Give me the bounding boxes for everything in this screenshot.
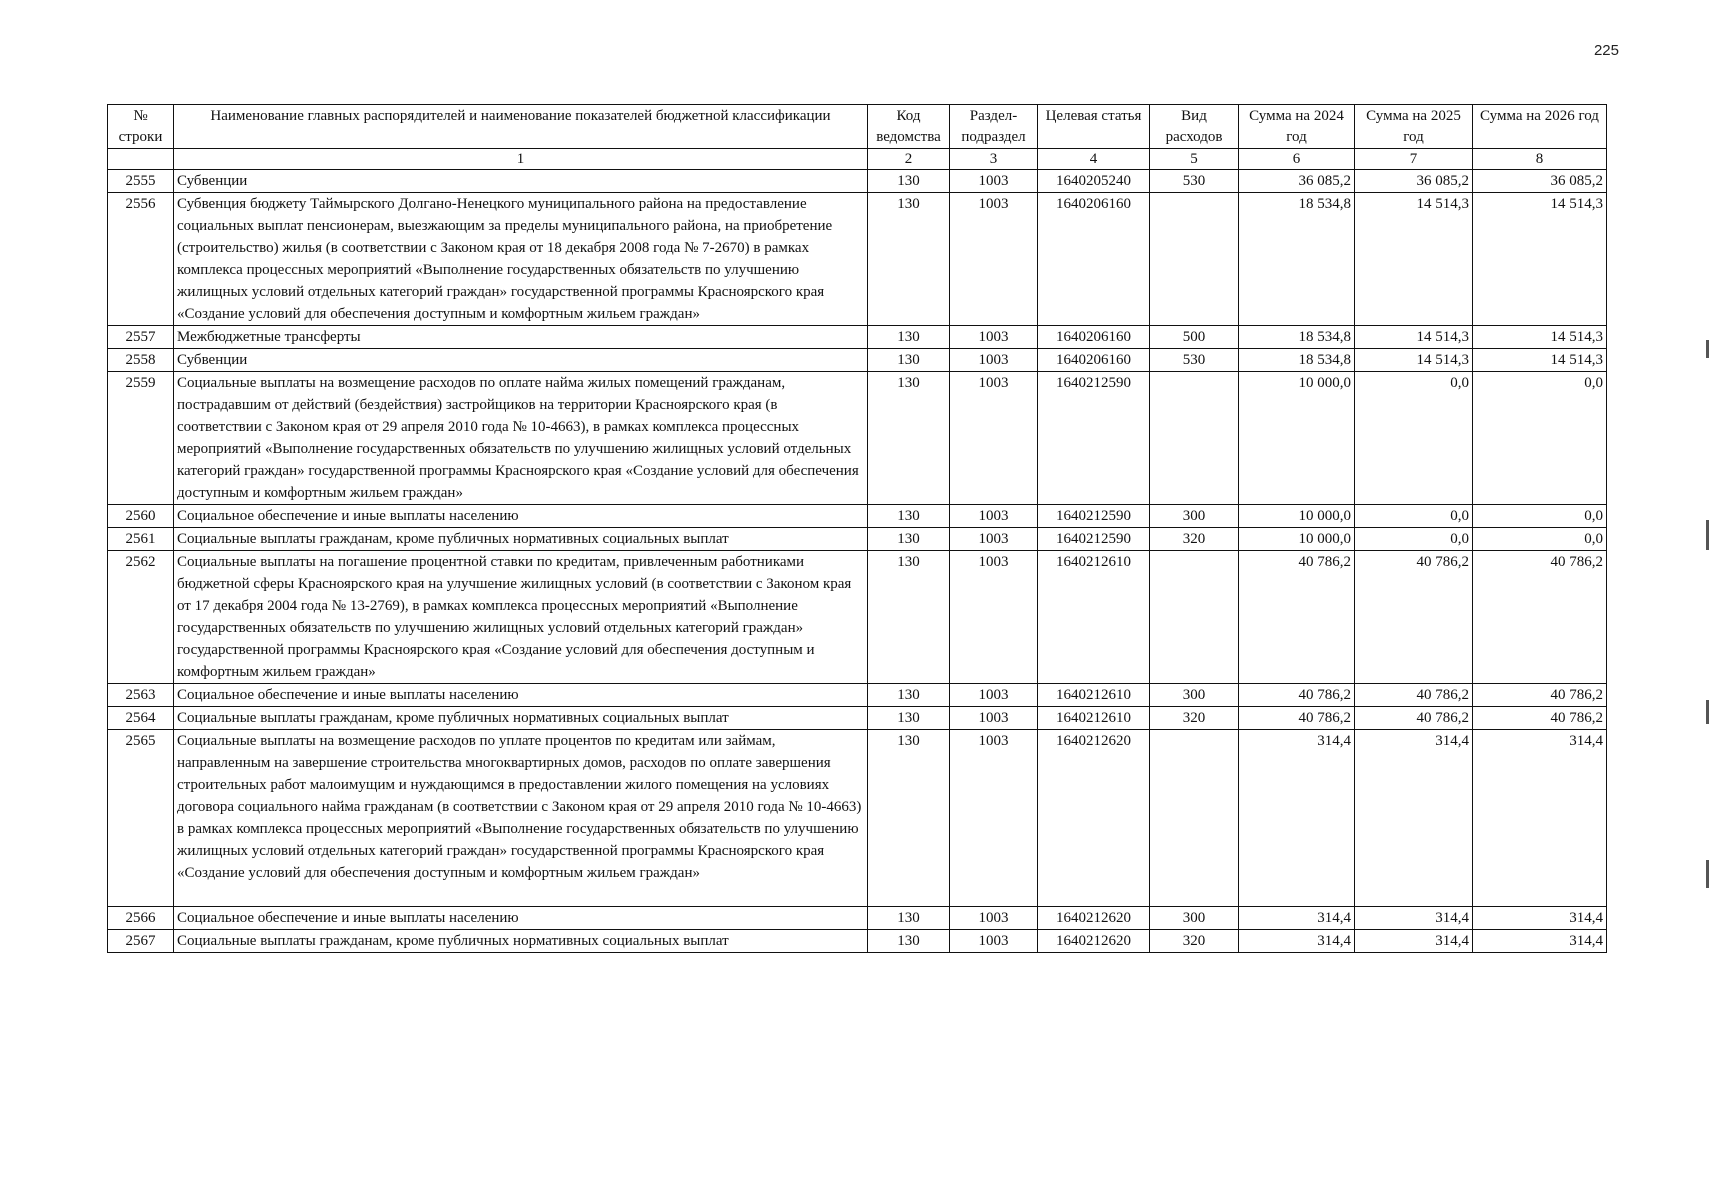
header-section: Раздел-подраздел	[950, 105, 1038, 149]
row-sum-2025: 36 085,2	[1355, 170, 1473, 193]
header-target-article: Целевая статья	[1038, 105, 1150, 149]
table-row	[108, 528, 1607, 551]
row-sum-2025: 40 786,2	[1355, 551, 1473, 684]
row-sum-2024: 36 085,2	[1239, 170, 1355, 193]
column-number: 6	[1239, 149, 1355, 170]
row-expense-type: 300	[1150, 684, 1239, 707]
page-number: 225	[1593, 42, 1619, 59]
row-sum-2024: 18 534,8	[1239, 349, 1355, 372]
row-sum-2025: 14 514,3	[1355, 349, 1473, 372]
row-sum-2024: 18 534,8	[1239, 193, 1355, 326]
table-row	[108, 326, 1607, 349]
row-sum-2026: 40 786,2	[1473, 551, 1607, 684]
column-number: 8	[1473, 149, 1607, 170]
row-section: 1003	[950, 551, 1038, 684]
scan-mark	[1706, 340, 1709, 358]
row-name: Субвенция бюджету Таймырского Долгано-Ненецкого муниципального района на предоставление социальных выплат пенсионерам, выезжающим за пределы муниципального района, на приобретение (строительство) жилья (в соответствии с Законом края от 18 декабря 2008 года № 7-2670) в рамках комплекса процессных мероприятий «Выполнение государственных обязательств по улучшению жилищных условий отдельных категорий граждан» государственной программы Красноярского края «Создание условий для обеспечения доступным и комфортным жильем граждан»	[174, 193, 868, 326]
row-sum-2024: 10 000,0	[1239, 372, 1355, 505]
row-name: Социальные выплаты гражданам, кроме публичных нормативных социальных выплат	[174, 707, 868, 730]
row-number: 2566	[108, 907, 174, 930]
row-number: 2563	[108, 684, 174, 707]
row-department-code: 130	[868, 930, 950, 953]
column-number: 1	[174, 149, 868, 170]
row-sum-2026: 40 786,2	[1473, 707, 1607, 730]
row-name: Субвенции	[174, 170, 868, 193]
column-number: 4	[1038, 149, 1150, 170]
row-sum-2024: 40 786,2	[1239, 684, 1355, 707]
row-section: 1003	[950, 505, 1038, 528]
row-name: Социальные выплаты на возмещение расходов по уплате процентов по кредитам или займам, направленным на завершение строительства многоквартирных домов, расходов по оплате завершения строительных работ малоимущим и нуждающимся в предоставлении жилого помещения на условиях договора социального найма гражданам (в соответствии с Законом края от 29 апреля 2010 года № 10-4663) в рамках комплекса процессных мероприятий «Выполнение государственных обязательств по улучшению жилищных условий отдельных категорий граждан» государственной программы Красноярского края «Создание условий для обеспечения доступным и комфортным жильем граждан»	[174, 730, 868, 907]
row-number: 2561	[108, 528, 174, 551]
row-department-code: 130	[868, 528, 950, 551]
row-expense-type: 530	[1150, 349, 1239, 372]
row-section: 1003	[950, 684, 1038, 707]
row-expense-type: 300	[1150, 907, 1239, 930]
row-sum-2025: 0,0	[1355, 505, 1473, 528]
scan-mark	[1706, 520, 1709, 550]
header-sum-2024: Сумма на 2024 год	[1239, 105, 1355, 149]
row-sum-2024: 40 786,2	[1239, 551, 1355, 684]
row-sum-2026: 314,4	[1473, 930, 1607, 953]
row-name: Социальное обеспечение и иные выплаты населению	[174, 505, 868, 528]
row-department-code: 130	[868, 907, 950, 930]
row-expense-type: 320	[1150, 707, 1239, 730]
row-target-article: 1640205240	[1038, 170, 1150, 193]
row-name: Социальные выплаты гражданам, кроме публичных нормативных социальных выплат	[174, 930, 868, 953]
row-sum-2026: 14 514,3	[1473, 326, 1607, 349]
row-sum-2025: 14 514,3	[1355, 326, 1473, 349]
row-department-code: 130	[868, 193, 950, 326]
row-name: Социальные выплаты гражданам, кроме публичных нормативных социальных выплат	[174, 528, 868, 551]
row-section: 1003	[950, 349, 1038, 372]
row-sum-2025: 40 786,2	[1355, 684, 1473, 707]
row-sum-2025: 40 786,2	[1355, 707, 1473, 730]
row-number: 2567	[108, 930, 174, 953]
row-target-article: 1640212590	[1038, 372, 1150, 505]
row-number: 2558	[108, 349, 174, 372]
row-department-code: 130	[868, 730, 950, 907]
row-name: Социальное обеспечение и иные выплаты населению	[174, 907, 868, 930]
row-target-article: 1640212610	[1038, 551, 1150, 684]
row-number: 2555	[108, 170, 174, 193]
row-name: Социальные выплаты на погашение процентной ставки по кредитам, привлеченным работниками бюджетной сферы Красноярского края на улучшение жилищных условий (в соответствии с Законом края от 17 декабря 2004 года № 13-2769), в рамках комплекса процессных мероприятий «Выполнение государственных обязательств по улучшению жилищных условий отдельных категорий граждан» государственной программы Красноярского края «Создание условий для обеспечения доступным и комфортным жильем граждан»	[174, 551, 868, 684]
row-sum-2026: 0,0	[1473, 372, 1607, 505]
column-number: 3	[950, 149, 1038, 170]
header-row	[108, 105, 1607, 149]
table-row	[108, 907, 1607, 930]
row-sum-2025: 0,0	[1355, 372, 1473, 505]
row-section: 1003	[950, 193, 1038, 326]
row-sum-2024: 10 000,0	[1239, 528, 1355, 551]
row-section: 1003	[950, 907, 1038, 930]
row-sum-2025: 314,4	[1355, 730, 1473, 907]
row-expense-type	[1150, 730, 1239, 907]
row-sum-2024: 314,4	[1239, 930, 1355, 953]
row-expense-type: 320	[1150, 528, 1239, 551]
row-department-code: 130	[868, 505, 950, 528]
table-row	[108, 930, 1607, 953]
row-target-article: 1640212590	[1038, 505, 1150, 528]
row-sum-2024: 314,4	[1239, 730, 1355, 907]
row-expense-type: 530	[1150, 170, 1239, 193]
row-department-code: 130	[868, 326, 950, 349]
column-number-row	[108, 149, 1607, 170]
row-section: 1003	[950, 730, 1038, 907]
column-number: 5	[1150, 149, 1239, 170]
header-row-number: № строки	[108, 105, 174, 149]
row-department-code: 130	[868, 372, 950, 505]
table-row	[108, 730, 1607, 907]
row-expense-type	[1150, 551, 1239, 684]
row-target-article: 1640212620	[1038, 907, 1150, 930]
row-sum-2026: 314,4	[1473, 907, 1607, 930]
row-sum-2026: 40 786,2	[1473, 684, 1607, 707]
row-sum-2024: 314,4	[1239, 907, 1355, 930]
row-expense-type: 300	[1150, 505, 1239, 528]
row-target-article: 1640206160	[1038, 193, 1150, 326]
row-number: 2562	[108, 551, 174, 684]
table-row	[108, 170, 1607, 193]
row-section: 1003	[950, 528, 1038, 551]
row-target-article: 1640212610	[1038, 707, 1150, 730]
row-sum-2026: 36 085,2	[1473, 170, 1607, 193]
row-section: 1003	[950, 930, 1038, 953]
row-department-code: 130	[868, 707, 950, 730]
row-target-article: 1640212590	[1038, 528, 1150, 551]
column-number	[108, 149, 174, 170]
header-name: Наименование главных распорядителей и наименование показателей бюджетной классификации	[174, 105, 868, 149]
row-sum-2026: 314,4	[1473, 730, 1607, 907]
table-header	[108, 105, 1607, 170]
row-sum-2025: 314,4	[1355, 907, 1473, 930]
table-body	[108, 170, 1607, 953]
row-name: Межбюджетные трансферты	[174, 326, 868, 349]
row-department-code: 130	[868, 349, 950, 372]
row-sum-2026: 14 514,3	[1473, 349, 1607, 372]
row-section: 1003	[950, 326, 1038, 349]
row-target-article: 1640206160	[1038, 349, 1150, 372]
row-number: 2565	[108, 730, 174, 907]
row-sum-2025: 0,0	[1355, 528, 1473, 551]
row-expense-type: 500	[1150, 326, 1239, 349]
table-row	[108, 193, 1607, 326]
row-sum-2024: 18 534,8	[1239, 326, 1355, 349]
row-sum-2026: 0,0	[1473, 528, 1607, 551]
row-target-article: 1640206160	[1038, 326, 1150, 349]
row-target-article: 1640212620	[1038, 930, 1150, 953]
header-department-code: Код ведомства	[868, 105, 950, 149]
row-name: Социальное обеспечение и иные выплаты населению	[174, 684, 868, 707]
column-number: 2	[868, 149, 950, 170]
header-expense-type: Вид расходов	[1150, 105, 1239, 149]
row-number: 2560	[108, 505, 174, 528]
row-expense-type	[1150, 193, 1239, 326]
scan-mark	[1706, 860, 1709, 888]
table-row	[108, 707, 1607, 730]
row-number: 2557	[108, 326, 174, 349]
row-section: 1003	[950, 707, 1038, 730]
row-department-code: 130	[868, 684, 950, 707]
scan-mark	[1706, 700, 1709, 724]
row-sum-2024: 10 000,0	[1239, 505, 1355, 528]
row-number: 2556	[108, 193, 174, 326]
table-row	[108, 551, 1607, 684]
row-expense-type: 320	[1150, 930, 1239, 953]
budget-table	[107, 104, 1607, 953]
row-number: 2559	[108, 372, 174, 505]
row-sum-2025: 14 514,3	[1355, 193, 1473, 326]
row-target-article: 1640212610	[1038, 684, 1150, 707]
row-department-code: 130	[868, 551, 950, 684]
row-name: Социальные выплаты на возмещение расходов по оплате найма жилых помещений гражданам, пострадавшим от действий (бездействия) застройщиков на территории Красноярского края (в соответствии с Законом края от 29 апреля 2010 года № 10-4663), в рамках комплекса процессных мероприятий «Выполнение государственных обязательств по улучшению жилищных условий отдельных категорий граждан» государственной программы Красноярского края «Создание условий для обеспечения доступным и комфортным жильем граждан»	[174, 372, 868, 505]
row-sum-2026: 14 514,3	[1473, 193, 1607, 326]
table-row	[108, 372, 1607, 505]
row-department-code: 130	[868, 170, 950, 193]
row-target-article: 1640212620	[1038, 730, 1150, 907]
header-sum-2026: Сумма на 2026 год	[1473, 105, 1607, 149]
row-sum-2025: 314,4	[1355, 930, 1473, 953]
table-row	[108, 505, 1607, 528]
table-row	[108, 349, 1607, 372]
row-sum-2026: 0,0	[1473, 505, 1607, 528]
row-name: Субвенции	[174, 349, 868, 372]
row-number: 2564	[108, 707, 174, 730]
header-sum-2025: Сумма на 2025 год	[1355, 105, 1473, 149]
column-number: 7	[1355, 149, 1473, 170]
row-section: 1003	[950, 372, 1038, 505]
row-sum-2024: 40 786,2	[1239, 707, 1355, 730]
table-row	[108, 684, 1607, 707]
row-expense-type	[1150, 372, 1239, 505]
row-section: 1003	[950, 170, 1038, 193]
